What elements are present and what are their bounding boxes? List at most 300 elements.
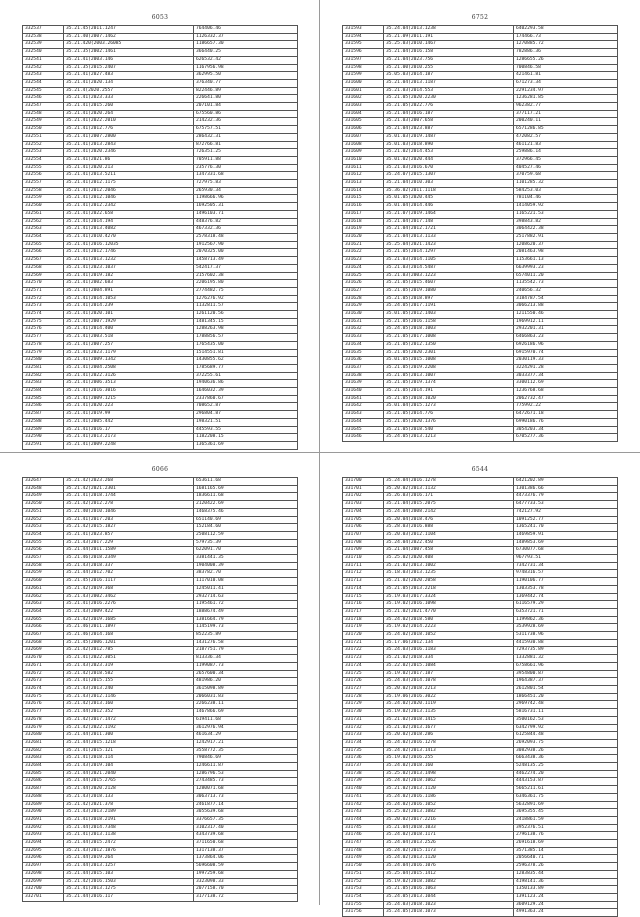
id-cell: 331600 — [343, 79, 384, 87]
id-cell: 331639 — [343, 380, 384, 388]
code-cell: 35.21.46(2014.168 — [64, 632, 194, 640]
code-cell: 35.21.04(2013.1187 — [384, 79, 514, 87]
id-cell: 331629 — [343, 303, 384, 311]
table-row — [343, 395, 618, 403]
id-cell: 331610 — [343, 156, 384, 164]
code-cell: 35.24.02(2016.1052 — [384, 801, 514, 809]
id-cell: 331712 — [343, 570, 384, 578]
amount-cell: 1135542.73 — [514, 280, 618, 288]
code-cell: 35.21.41(2012.1746 — [64, 249, 194, 257]
amount-cell: 445593.55 — [194, 426, 298, 434]
table-row — [23, 747, 298, 755]
amount-cell: 2517882.91 — [514, 233, 618, 241]
code-cell: 35.21.41(2016.2276 — [64, 601, 194, 609]
amount-cell: 626532.42 — [194, 56, 298, 64]
id-cell: 332574 — [23, 311, 64, 319]
table-row — [23, 110, 298, 118]
amount-cell: 3381441.35 — [194, 555, 298, 563]
table-row — [23, 501, 298, 509]
id-cell: 331708 — [343, 539, 384, 547]
table-row — [343, 847, 618, 855]
id-cell: 332585 — [23, 395, 64, 403]
table-row — [23, 203, 298, 211]
code-cell: 35.21.43(2019.104 — [64, 763, 194, 771]
id-cell: 332656 — [23, 547, 64, 555]
code-cell: 35.21.04(2012.1721 — [384, 226, 514, 234]
code-cell: 35.21.05(2019.1374 — [384, 380, 514, 388]
id-cell: 331642 — [343, 403, 384, 411]
code-cell: 35.21.43(2023.319 — [64, 662, 194, 670]
code-cell: 35.21.42(2016.1503 — [64, 878, 194, 886]
id-cell: 331615 — [343, 195, 384, 203]
amount-cell: 1117010.08 — [194, 578, 298, 586]
code-cell: 35.21.42(2021.378 — [64, 801, 194, 809]
table-row — [343, 578, 618, 586]
table-row — [23, 41, 298, 49]
id-cell: 331619 — [343, 226, 384, 234]
id-cell: 331645 — [343, 426, 384, 434]
code-cell: 35.21.41(2012.2342 — [64, 203, 194, 211]
code-cell: 35.21.41(2007.1929 — [64, 318, 194, 326]
code-cell: 35.21.41(2007.257 — [64, 341, 194, 349]
amount-cell: 1208620.37 — [514, 241, 618, 249]
id-cell: 331606 — [343, 126, 384, 134]
id-cell: 332674 — [23, 685, 64, 693]
amount-cell: 852235.89 — [194, 632, 298, 640]
code-cell: 35.21.41(2018.114 — [64, 755, 194, 763]
code-cell: 35.21.05(2022.776 — [384, 103, 514, 111]
code-cell: 35.01.05(2012.1403 — [384, 311, 514, 319]
table-row — [343, 64, 618, 72]
code-cell: 35.19.02(2017.187 — [384, 670, 514, 678]
id-cell: 331604 — [343, 110, 384, 118]
id-cell: 331731 — [343, 716, 384, 724]
table-row — [23, 516, 298, 524]
table-row — [23, 585, 298, 593]
page-top-right — [320, 0, 640, 452]
id-cell: 331719 — [343, 624, 384, 632]
table-row — [343, 693, 618, 701]
amount-cell: 619411.68 — [194, 716, 298, 724]
code-cell: 35.21.43(2002.3462 — [64, 593, 194, 601]
id-cell: 332537 — [23, 26, 64, 34]
id-cell: 332686 — [23, 778, 64, 786]
id-cell: 332654 — [23, 531, 64, 539]
code-cell: 35.21.04(2016.158 — [384, 49, 514, 57]
amount-cell: 2157602.38 — [194, 272, 298, 280]
table-row — [343, 647, 618, 655]
code-cell: 35.21.09(2011.191 — [384, 33, 514, 41]
id-cell: 331623 — [343, 257, 384, 265]
id-cell: 331636 — [343, 357, 384, 365]
id-cell: 332678 — [23, 716, 64, 724]
id-cell: 331755 — [343, 901, 384, 909]
table-row — [343, 531, 618, 539]
table-row — [23, 685, 298, 693]
table-row — [343, 326, 618, 334]
table-row — [23, 26, 298, 34]
code-cell: 35.21.40(2007.1462 — [64, 33, 194, 41]
code-cell: 35.21.43(2017.229 — [64, 539, 194, 547]
amount-cell: 2612801.54 — [514, 685, 618, 693]
id-cell: 332573 — [23, 303, 64, 311]
amount-cell: 4343739.68 — [194, 832, 298, 840]
id-cell: 331605 — [343, 118, 384, 126]
id-cell: 331607 — [343, 133, 384, 141]
table-row — [343, 149, 618, 157]
code-cell: 35.21.40(2010.1046 — [64, 508, 194, 516]
amount-cell: 362995.50 — [194, 72, 298, 80]
code-cell: 35.21.02(2021.4770 — [384, 608, 514, 616]
amount-cell: 1866451.20 — [514, 693, 618, 701]
id-cell: 331644 — [343, 418, 384, 426]
amount-cell: 461121.83 — [514, 141, 618, 149]
amount-cell: 6342799.92 — [514, 724, 618, 732]
amount-cell: 4473376.79 — [514, 493, 618, 501]
amount-cell: 472082.57 — [514, 133, 618, 141]
amount-cell: 2932714.63 — [194, 593, 298, 601]
id-cell: 331614 — [343, 187, 384, 195]
table-row — [23, 840, 298, 848]
table-row — [23, 249, 298, 257]
code-cell: 35.21.05(2015.4607 — [384, 280, 514, 288]
code-cell: 35.21.44(2020.2128 — [64, 786, 194, 794]
amount-cell: 3609129.24 — [514, 901, 618, 909]
code-cell: 35.21.05(2016.1158 — [384, 318, 514, 326]
id-cell: 332557 — [23, 180, 64, 188]
amount-cell: 1785689.77 — [194, 364, 298, 372]
code-cell: 35.24.02(2018.1171 — [384, 832, 514, 840]
code-cell: 35.21.41(2014.400 — [64, 326, 194, 334]
code-cell: 35.26.03(2016.171 — [384, 493, 514, 501]
table-row — [343, 280, 618, 288]
table-row — [23, 508, 298, 516]
table-row — [23, 118, 298, 126]
code-cell: 35.24.05(2018.1073 — [384, 909, 514, 917]
amount-cell: 5248135.25 — [514, 763, 618, 771]
id-cell: 332671 — [23, 662, 64, 670]
id-cell: 331721 — [343, 639, 384, 647]
amount-cell: 3711650.68 — [194, 840, 298, 848]
amount-cell: 3323098.33 — [194, 878, 298, 886]
code-cell: 35.21.04(2016.187 — [384, 110, 514, 118]
table-row — [343, 478, 618, 486]
table-row — [23, 403, 298, 411]
id-cell: 332559 — [23, 195, 64, 203]
code-cell: 35.19.02(2016.255 — [384, 755, 514, 763]
amount-cell: 481986.20 — [194, 678, 298, 686]
amount-cell: 1391123.24 — [514, 893, 618, 901]
table-row — [23, 395, 298, 403]
amount-cell: 700846.58 — [514, 64, 618, 72]
table-row — [343, 770, 618, 778]
table-row — [23, 678, 298, 686]
id-cell: 332550 — [23, 126, 64, 134]
id-cell: 331740 — [343, 786, 384, 794]
id-cell: 331729 — [343, 701, 384, 709]
table-row — [23, 164, 298, 172]
table-row — [23, 816, 298, 824]
code-cell: 35.21.05(2018.1020 — [384, 395, 514, 403]
id-cell: 331725 — [343, 670, 384, 678]
amount-cell: 2969742.48 — [514, 701, 618, 709]
amount-cell: 3952376.51 — [514, 824, 618, 832]
amount-cell: 3571385.14 — [514, 847, 618, 855]
amount-cell: 1242917.21 — [194, 739, 298, 747]
table-row — [343, 555, 618, 563]
amount-cell: 2657600.34 — [194, 670, 298, 678]
id-cell: 331700 — [343, 478, 384, 486]
table-row — [343, 172, 618, 180]
amount-cell: 1514551.81 — [194, 349, 298, 357]
amount-cell: 421461.81 — [514, 72, 618, 80]
table-row — [23, 357, 298, 365]
id-cell: 331601 — [343, 87, 384, 95]
id-cell: 331599 — [343, 72, 384, 80]
id-cell: 331720 — [343, 632, 384, 640]
code-cell: 35.21.04(2023.756 — [384, 56, 514, 64]
code-cell: 35.21.45(2006.1201 — [64, 639, 194, 647]
amount-cell: 675560.86 — [194, 110, 298, 118]
id-cell: 331717 — [343, 608, 384, 616]
code-cell: 35.21.41(2020.134 — [64, 79, 194, 87]
table-row — [23, 257, 298, 265]
table-row — [343, 318, 618, 326]
amount-cell: 1280071.68 — [194, 786, 298, 794]
id-cell: 331756 — [343, 909, 384, 917]
code-cell: 35.21.41(2014.239 — [64, 303, 194, 311]
id-cell: 332655 — [23, 539, 64, 547]
code-cell: 35.21.02(2020.2058 — [384, 578, 514, 586]
amount-cell: 3082938.26 — [514, 747, 618, 755]
code-cell: 35.21.41(2009.1215 — [64, 395, 194, 403]
table-row — [343, 786, 618, 794]
table-row — [343, 272, 618, 280]
id-cell: 332695 — [23, 847, 64, 855]
code-cell: 35.21.41(2013.2173 — [64, 434, 194, 442]
amount-cell: 5632891.69 — [514, 801, 618, 809]
table-row — [343, 547, 618, 555]
amount-cell: 1347331.68 — [194, 172, 298, 180]
amount-cell: 622091.70 — [194, 547, 298, 555]
table-row — [343, 233, 618, 241]
code-cell: 35.21.43(2012.1876 — [64, 847, 194, 855]
table-row — [23, 272, 298, 280]
table-row — [23, 326, 298, 334]
table-row — [343, 878, 618, 886]
table-row — [343, 87, 618, 95]
amount-cell: 467332.36 — [194, 226, 298, 234]
code-cell: 35.24.03(2014.1078 — [384, 678, 514, 686]
amount-cell: 1788856.57 — [194, 334, 298, 342]
code-cell: 35.21.04(2013.1133 — [384, 233, 514, 241]
id-cell: 332669 — [23, 647, 64, 655]
table-row — [23, 662, 298, 670]
amount-cell: 1489853.69 — [514, 539, 618, 547]
id-cell: 332554 — [23, 156, 64, 164]
id-cell: 332580 — [23, 357, 64, 365]
code-cell: 35.24.02(2013.1120 — [384, 855, 514, 863]
code-cell: 35.21.41(2021.86 — [64, 156, 194, 164]
amount-cell: 2291234.97 — [514, 87, 618, 95]
table-row — [343, 41, 618, 49]
table-row — [343, 403, 618, 411]
table-row — [343, 411, 618, 419]
amount-cell: 6915970.74 — [514, 349, 618, 357]
amount-cell: 2266238.11 — [194, 701, 298, 709]
table-row — [23, 593, 298, 601]
amount-cell: 1145199.73 — [194, 624, 298, 632]
amount-cell: 198321.51 — [194, 418, 298, 426]
table-row — [343, 493, 618, 501]
amount-cell: 377117.21 — [514, 110, 618, 118]
id-cell: 332576 — [23, 326, 64, 334]
table-row — [343, 570, 618, 578]
id-cell: 331746 — [343, 832, 384, 840]
code-cell: 35.21.02(2018.1415 — [384, 716, 514, 724]
code-cell: 35.21.41(2013.1138 — [64, 832, 194, 840]
table-row — [23, 318, 298, 326]
code-cell: 35.21.02(2013.1677 — [384, 724, 514, 732]
table-row — [23, 372, 298, 380]
code-cell: 35.21.03(2007.658 — [384, 118, 514, 126]
table-row — [23, 264, 298, 272]
code-cell: 35.24.04(2016.1076 — [384, 863, 514, 871]
amount-cell: 1199087.73 — [194, 662, 298, 670]
amount-cell: 370759.68 — [514, 172, 618, 180]
amount-cell: 372255.61 — [194, 372, 298, 380]
amount-cell: 1365361.69 — [194, 441, 298, 449]
id-cell: 331733 — [343, 732, 384, 740]
id-cell: 331715 — [343, 593, 384, 601]
table-row — [343, 33, 618, 41]
code-cell: 35.21.07(2019.1464 — [384, 210, 514, 218]
id-cell: 332560 — [23, 203, 64, 211]
amount-cell: 6926186.96 — [514, 341, 618, 349]
id-cell: 332538 — [23, 33, 64, 41]
code-cell: 35.21.41(2020.223 — [64, 403, 194, 411]
table-row — [343, 870, 618, 878]
code-cell: 35.21.41(2022.3051 — [64, 655, 194, 663]
code-cell: 35.24.02(2015.1173 — [384, 847, 514, 855]
code-cell: 35.21.41(2002.683 — [64, 280, 194, 288]
table-row — [23, 647, 298, 655]
table-row — [23, 886, 298, 894]
table-row — [23, 547, 298, 555]
table-row — [343, 380, 618, 388]
amount-cell: 3177138.72 — [194, 893, 298, 901]
amount-cell: 872766.81 — [194, 141, 298, 149]
code-cell: 35.21.03(2014.1105 — [384, 257, 514, 265]
amount-cell: 1365241.70 — [514, 524, 618, 532]
table-row — [23, 380, 298, 388]
id-cell: 331711 — [343, 562, 384, 570]
code-cell: 35.21.41(2013.5211 — [64, 172, 194, 180]
amount-cell: 383782.70 — [194, 570, 298, 578]
amount-cell: 5665211.61 — [514, 786, 618, 794]
id-cell: 332668 — [23, 639, 64, 647]
id-cell: 332690 — [23, 809, 64, 817]
amount-cell: 727975.83 — [194, 180, 298, 188]
code-cell: 35.21.05(2017.1008 — [384, 334, 514, 342]
amount-cell: 1167956.98 — [194, 64, 298, 72]
table-row — [23, 295, 298, 303]
amount-cell: 1236768.68 — [514, 388, 618, 396]
amount-cell: 6730077.68 — [514, 547, 618, 555]
id-cell: 332546 — [23, 95, 64, 103]
id-cell: 331704 — [343, 508, 384, 516]
id-cell: 332566 — [23, 249, 64, 257]
code-cell: 35.21.03(2003.1223 — [384, 272, 514, 280]
table-row — [343, 164, 618, 172]
id-cell: 332556 — [23, 172, 64, 180]
code-cell: 35.21.05(2013.2218 — [384, 585, 514, 593]
code-cell: 35.24.03(2018.1023 — [384, 901, 514, 909]
table-row — [23, 126, 298, 134]
amount-cell: 1430855.62 — [194, 357, 298, 365]
table-row — [343, 49, 618, 57]
table-row — [23, 280, 298, 288]
code-cell: 35.21.41(2007.2800 — [64, 133, 194, 141]
id-cell: 331593 — [343, 26, 384, 34]
id-cell: 332579 — [23, 349, 64, 357]
code-cell: 35.19.02(2016.1098 — [384, 601, 514, 609]
id-cell: 332569 — [23, 272, 64, 280]
amount-cell: 3063713.73 — [194, 793, 298, 801]
code-cell: 35.21.05(2013.1007 — [384, 372, 514, 380]
code-cell: 35.25.04(2021.1423 — [384, 241, 514, 249]
id-cell: 332665 — [23, 616, 64, 624]
code-cell: 35.22.02(2015.1084 — [384, 662, 514, 670]
table-row — [23, 701, 298, 709]
amount-cell: 1236281.85 — [514, 95, 618, 103]
table-row — [23, 493, 298, 501]
table-row — [343, 562, 618, 570]
code-cell: 35.36.02(2011.1118 — [384, 187, 514, 195]
table-row — [23, 801, 298, 809]
amount-cell: 2070325.00 — [194, 249, 298, 257]
table-row — [343, 701, 618, 709]
table-row — [23, 832, 298, 840]
table-row — [23, 195, 298, 203]
amount-cell: 6402293.58 — [514, 26, 618, 34]
id-cell: 331602 — [343, 95, 384, 103]
id-cell: 331608 — [343, 141, 384, 149]
table-row — [343, 809, 618, 817]
table-row — [343, 210, 618, 218]
id-cell: 332590 — [23, 434, 64, 442]
table-row — [23, 793, 298, 801]
id-cell: 332689 — [23, 801, 64, 809]
amount-cell: 296804.87 — [194, 411, 298, 419]
code-cell: 35.21.41(2018.2191 — [64, 816, 194, 824]
table-row — [343, 824, 618, 832]
table-row — [343, 79, 618, 87]
amount-cell: 4462274.20 — [514, 770, 618, 778]
id-cell: 332685 — [23, 770, 64, 778]
data-table-wrap — [342, 25, 618, 442]
id-cell: 331753 — [343, 886, 384, 894]
code-cell: 35.21.41(2003.518 — [64, 334, 194, 342]
id-cell: 331714 — [343, 585, 384, 593]
amount-cell: 9748316.57 — [514, 570, 618, 578]
code-cell: 35.21.05(2014.776 — [384, 411, 514, 419]
table-row — [23, 478, 298, 486]
code-cell: 35.21.44(2015.103 — [64, 870, 194, 878]
amount-cell: 705911.88 — [194, 156, 298, 164]
id-cell: 332684 — [23, 763, 64, 771]
id-cell: 331622 — [343, 249, 384, 257]
